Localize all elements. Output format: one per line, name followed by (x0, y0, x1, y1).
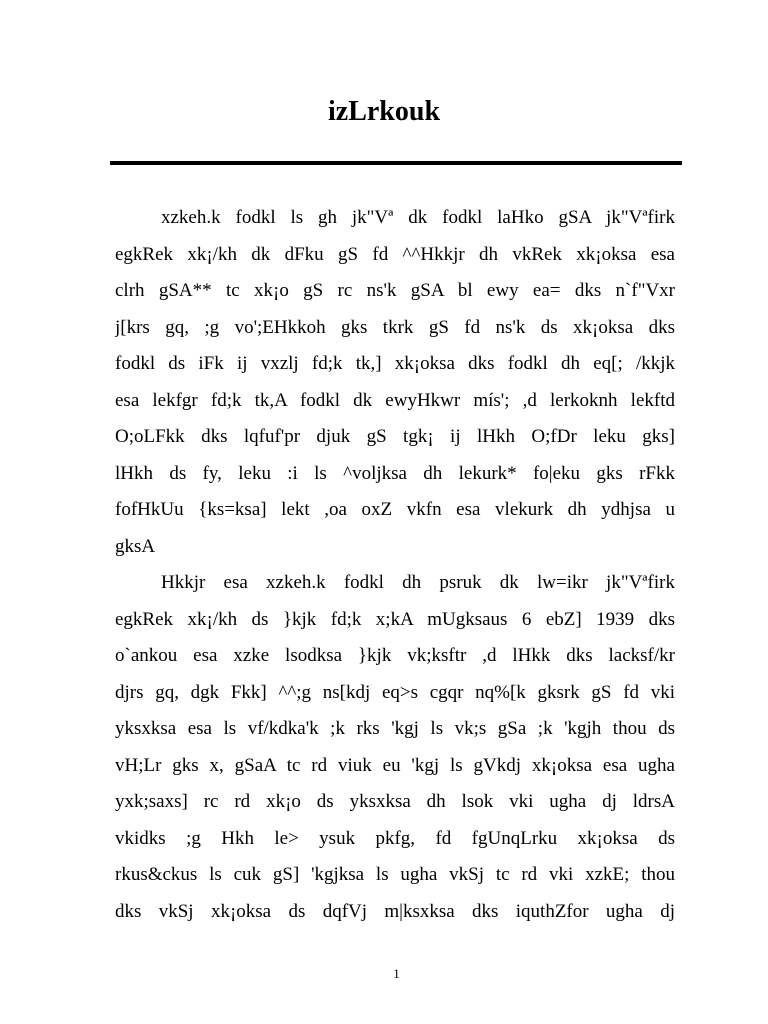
paragraph-line: j[krs gq, ;g vo';EHkkoh gks tkrk gS fd ns'k ds xk¡oksa dks (115, 316, 675, 338)
paragraph-line: xzkeh.k fodkl ls gh jk"Vª dk fodkl laHko gSA jk"Vªfirk (161, 207, 675, 228)
paragraph-line: lHkh ds fy, leku :i ls ^voljksa dh lekurk* fo|eku gks rFkk (115, 462, 675, 484)
page-title: izLrkouk (327, 96, 441, 127)
paragraph-line: egkRek xk¡/kh dk dFku gS fd ^^Hkkjr dh vkRek xk¡oksa esa (115, 243, 675, 265)
paragraph-line: esa lekfgr fd;k tk,A fodkl dk ewyHkwr mís'; ,d lerkoknh lekftd (115, 389, 675, 411)
paragraph-line: vH;Lr gks x, gSaA tc rd viuk eu 'kgj ls gVkdj xk¡oksa esa ugha (115, 754, 675, 776)
paragraph-line: Hkkjr esa xzkeh.k fodkl dh psruk dk lw=ikr jk"Vªfirk (161, 572, 675, 593)
paragraph-line: egkRek xk¡/kh ds }kjk fd;k x;kA mUgksaus 6 ebZ] 1939 dks (115, 608, 675, 630)
paragraph-line: rkus&ckus ls cuk gS] 'kgjksa ls ugha vkSj tc rd vki xzkE; thou (115, 864, 675, 885)
paragraph-line: vkidks ;g Hkh le> ysuk pkfg, fd fgUnqLrku xk¡oksa ds (115, 827, 675, 849)
paragraph-2 (115, 565, 675, 930)
title-divider (110, 161, 682, 165)
paragraph-line: dks vkSj xk¡oksa ds dqfVj m|ksxksa dks iquthZfor ugha dj (115, 900, 675, 922)
paragraph-line: o`ankou esa xzke lsodksa }kjk vk;ksftr ,d lHkk dks lacksf/kr (115, 645, 675, 666)
paragraph-line: fodkl ds iFk ij vxzlj fd;k tk,] xk¡oksa dks fodkl dh eq[; /kkjk (115, 353, 675, 374)
paragraph-line: clrh gSA** tc xk¡o gS rc ns'k gSA bl ewy ea= dks n`f"Vxr (115, 280, 675, 301)
paragraph-line: djrs gq, dgk Fkk] ^^;g ns[kdj eq>s cgqr nq%[k gksrk gS fd vki (115, 681, 675, 703)
paragraph-line: fofHkUu {ks=ksa] lekt ,oa oxZ vkfn esa vlekurk dh ydhjsa u (115, 499, 675, 520)
paragraph-line: gksA (115, 535, 156, 557)
paragraph-line: O;oLFkk dks lqfuf'pr djuk gS tgk¡ ij lHkh O;fDr leku gks] (115, 426, 675, 447)
paragraph-line: yksxksa esa ls vf/kdka'k ;k rks 'kgj ls vk;s gSa ;k 'kgjh thou ds (115, 718, 675, 739)
paragraph-line: yxk;saxs] rc rd xk¡o ds yksxksa dh lsok vki ugha dj ldrsA (115, 791, 675, 812)
page-number: 1 (393, 966, 400, 981)
body-text (115, 200, 675, 930)
paragraph-1 (115, 200, 675, 565)
